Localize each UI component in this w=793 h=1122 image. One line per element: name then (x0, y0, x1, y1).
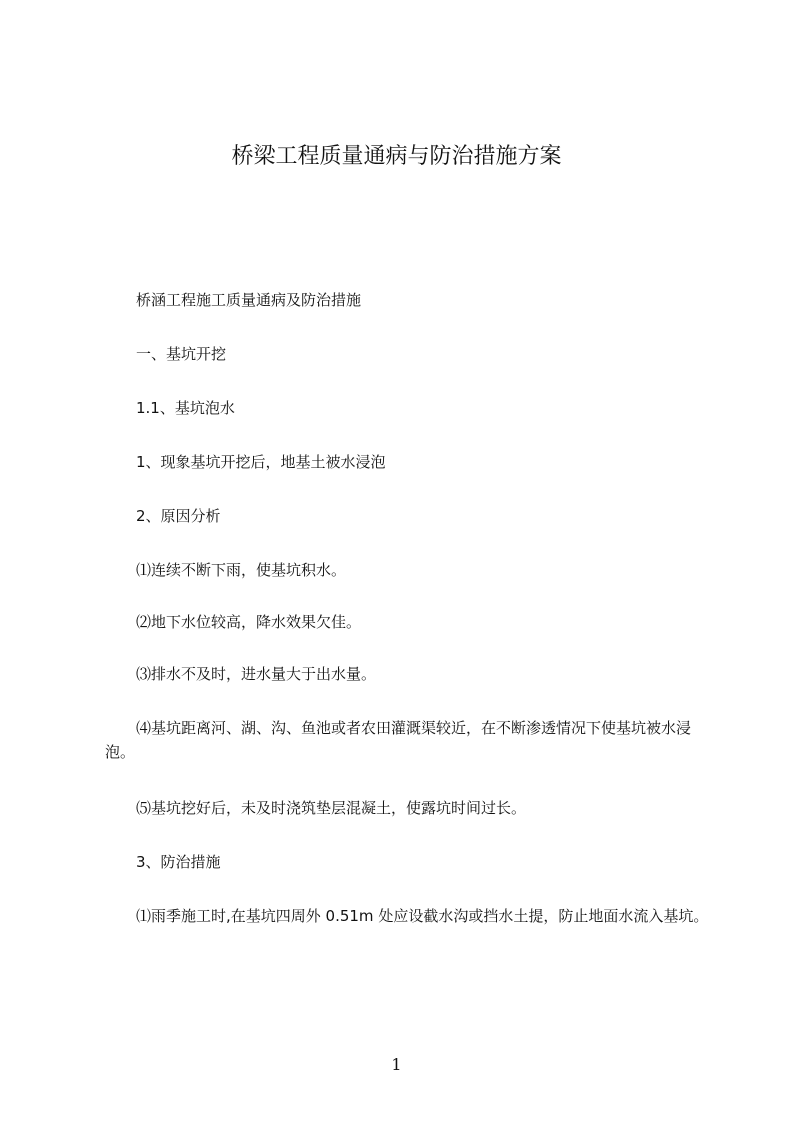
paragraph-phenomenon: 1、现象基坑开挖后，地基土被水浸泡 (136, 453, 386, 471)
paragraph-cause-5: ⑸基坑挖好后，未及时浇筑垫层混凝土，使露坑时间过长。 (136, 799, 527, 817)
paragraph-measures-heading: 3、防治措施 (136, 853, 221, 871)
paragraph-cause-3: ⑶排水不及时，进水量大于出水量。 (136, 665, 377, 683)
paragraph-section-heading: 桥涵工程施工质量通病及防治措施 (136, 291, 362, 309)
paragraph-cause-4: ⑷基坑距离河、湖、沟、鱼池或者农田灌溉渠较近，在不断渗透情况下使基坑被水浸泡。 (105, 719, 692, 761)
paragraph-measure-1: ⑴雨季施工时,在基坑四周外 0.51m 处应设截水沟或挡水土提，防止地面水流入基坑。 (136, 907, 709, 925)
paragraph-chapter-heading: 一、基坑开挖 (136, 345, 227, 363)
page-number: 1 (391, 1055, 402, 1074)
paragraph-cause-2: ⑵地下水位较高，降水效果欠佳。 (136, 613, 362, 631)
paragraph-cause-heading: 2、原因分析 (136, 507, 221, 525)
paragraph-cause-1: ⑴连续不断下雨，使基坑积水。 (136, 561, 347, 579)
document-title: 桥梁工程质量通病与防治措施方案 (231, 144, 562, 169)
paragraph-subsection-heading: 1.1、基坑泡水 (136, 399, 235, 417)
